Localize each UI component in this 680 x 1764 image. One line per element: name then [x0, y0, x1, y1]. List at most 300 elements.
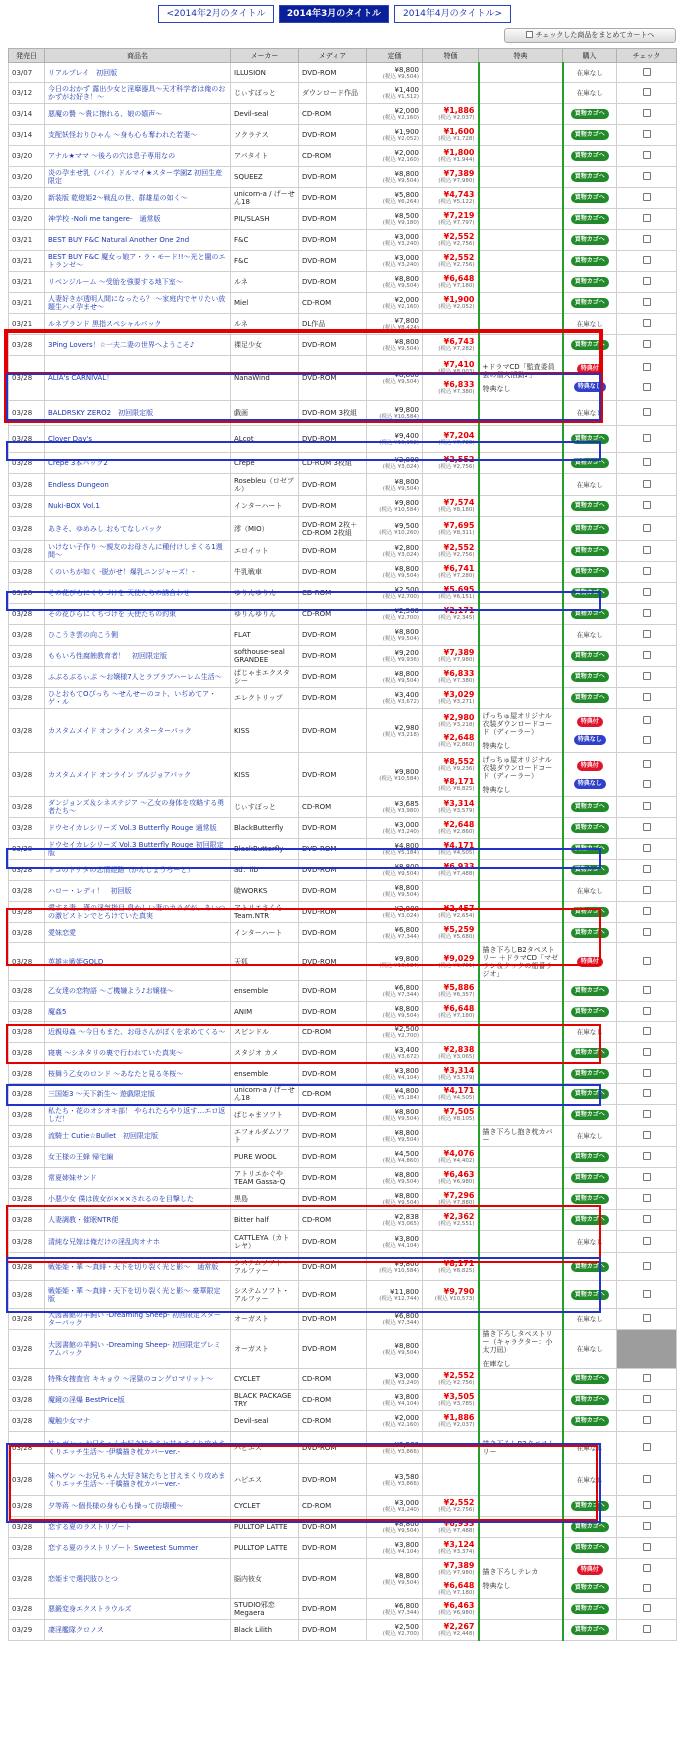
add-to-cart-button[interactable]: 買物カゴへ — [571, 928, 609, 938]
sale-price-tax: (税込 ¥6,357) — [438, 992, 475, 998]
media-type: CD-ROM — [299, 1496, 367, 1517]
select-checkbox[interactable] — [643, 1501, 651, 1509]
add-to-cart-button[interactable]: 買物カゴへ — [571, 1395, 609, 1405]
add-to-cart-button[interactable]: 買物カゴへ — [571, 546, 609, 556]
select-checkbox[interactable] — [643, 172, 651, 180]
next-month-link[interactable]: 2014年4月のタイトル> — [394, 5, 511, 23]
release-date: 03/28 — [9, 1390, 45, 1411]
table-row — [9, 230, 677, 251]
select-checkbox[interactable] — [643, 235, 651, 243]
select-checkbox[interactable] — [643, 277, 651, 285]
list-price: ¥3,400 — [394, 1046, 419, 1054]
product-title-link[interactable]: 常夏姉妹サンド — [45, 1168, 231, 1189]
media-type: DVD-ROM — [299, 923, 367, 943]
add-to-cart-button[interactable]: 買物カゴへ — [571, 1522, 609, 1532]
sale-price-cell — [423, 541, 479, 562]
product-title-link[interactable]: Endless Dungeon — [45, 474, 231, 496]
select-checkbox[interactable] — [643, 1194, 651, 1202]
bonus-cell — [479, 1210, 563, 1231]
select-checkbox[interactable] — [643, 1584, 651, 1592]
buy-cell — [563, 1168, 617, 1189]
add-to-cart-button[interactable]: 買物カゴへ — [571, 1007, 609, 1017]
add-to-cart-button[interactable]: 買物カゴへ — [571, 151, 609, 161]
select-checkbox[interactable] — [643, 760, 651, 768]
product-title-link[interactable]: 恋する夏のラストリゾート — [45, 1517, 231, 1538]
product-title-link[interactable]: ルネブランド 黒指スペシャルパック — [45, 314, 231, 335]
select-checkbox[interactable] — [643, 1314, 651, 1322]
current-month-tab[interactable]: 2014年3月のタイトル — [279, 5, 389, 23]
select-checkbox[interactable] — [643, 1625, 651, 1633]
select-checkbox[interactable] — [643, 1215, 651, 1223]
bonus-cell — [479, 1538, 563, 1559]
select-checkbox[interactable] — [643, 1048, 651, 1056]
product-title-link[interactable]: 今日のおかず 露出少女と淫靡器具～天才科学者は俺のおかずがお好き！～ — [45, 83, 231, 104]
product-title-link[interactable]: 魔触少女マナ — [45, 1411, 231, 1432]
product-title-link[interactable]: BEST BUY F&C 魔女っ娘ア・ラ・モード!!～光と闇のエトランゼ～ — [45, 251, 231, 272]
product-title-link[interactable]: 炎の孕ませ乳（パイ）ドルマイ★スター学園Z 初回生産限定 — [45, 167, 231, 188]
select-checkbox[interactable] — [643, 1522, 651, 1530]
select-checkbox[interactable] — [643, 363, 651, 371]
col-header-bonus: 特典 — [479, 49, 563, 63]
maker-name: BlackButterfly — [231, 818, 299, 839]
check-cell — [617, 1043, 677, 1064]
select-checkbox[interactable] — [643, 1475, 651, 1483]
list-price: ¥2,000 — [394, 1414, 419, 1422]
buy-cell — [563, 1538, 617, 1559]
no-bonus-button[interactable]: 特典なし — [574, 779, 606, 789]
add-to-cart-button[interactable]: 買物カゴへ — [571, 1625, 609, 1635]
select-checkbox[interactable] — [643, 408, 651, 416]
media-type: DVD-ROM — [299, 839, 367, 860]
add-to-cart-button[interactable]: 買物カゴへ — [571, 1583, 609, 1593]
add-to-cart-button[interactable]: 買物カゴへ — [571, 588, 609, 598]
add-to-cart-button[interactable]: 買物カゴへ — [571, 1152, 609, 1162]
select-checkbox[interactable] — [643, 1543, 651, 1551]
product-title-link[interactable]: 流騎士 Cutie☆Bullet 初回限定版 — [45, 1126, 231, 1147]
product-title-link[interactable]: ひこうき雲の向こう側 — [45, 625, 231, 646]
select-checkbox[interactable] — [643, 1443, 651, 1451]
select-checkbox[interactable] — [643, 1069, 651, 1077]
product-title-link[interactable]: アナル★ママ ～後ろの穴は息子専用なの — [45, 146, 231, 167]
buy-cell — [563, 1309, 617, 1330]
select-checkbox[interactable] — [643, 986, 651, 994]
add-to-cart-button[interactable]: 買物カゴへ — [571, 693, 609, 703]
product-title-link[interactable]: 悪魔の贄 ～貴に擦れる、娘の嬉声～ — [45, 104, 231, 125]
product-title-link[interactable]: BEST BUY F&C Natural Another One 2nd — [45, 230, 231, 251]
bonus-text: +ドラマCD「監査委員会の個人活動♪」 — [482, 363, 555, 379]
product-title-link[interactable]: カスタムメイド オンライン ブルジョアパック — [45, 753, 231, 797]
sale-price-tax: (税込 ¥8,003) — [438, 369, 475, 375]
add-to-cart-button[interactable]: 買物カゴへ — [571, 1416, 609, 1426]
product-title-link[interactable]: 近親母姦 ～今日もまた、お母さんがぼくを求めてくる～ — [45, 1022, 231, 1043]
product-title-link[interactable]: 魔姦5 — [45, 1002, 231, 1022]
buy-cell — [563, 1281, 617, 1309]
sale-price-cell — [423, 146, 479, 167]
select-checkbox[interactable] — [643, 672, 651, 680]
sale-price: ¥5,259 — [443, 924, 475, 934]
list-price-tax: (税込 ¥10,584) — [379, 775, 419, 782]
product-title-link[interactable]: ふぶるぶるぃぷ ～お嬢様7人とラブラブハーレム生活～ — [45, 667, 231, 688]
add-to-cart-button[interactable]: 買物カゴへ — [571, 1262, 609, 1272]
product-title-link[interactable]: Nuki-BOX Vol.1 — [45, 496, 231, 517]
product-title-link[interactable]: 英雄＊戦姫GOLD — [45, 943, 231, 981]
select-checkbox[interactable] — [643, 214, 651, 222]
bonus-included-button[interactable]: 特典付 — [577, 761, 603, 771]
add-to-cart-button[interactable]: 買物カゴへ — [571, 1194, 609, 1204]
bonus-cell — [479, 1126, 563, 1147]
select-checkbox[interactable] — [643, 340, 651, 348]
col-header-date: 発売日 — [9, 49, 45, 63]
product-title-link[interactable]: リベンジルーム ～受胎を強要する地下室～ — [45, 272, 231, 293]
media-type: CD-ROM — [299, 293, 367, 314]
buy-cell — [563, 335, 617, 356]
product-title-link[interactable]: あきそ、ゆめみし おもてなしパック — [45, 517, 231, 541]
product-title-link[interactable]: 桜舞う乙女のロンド ～あなたと見る冬桜～ — [45, 1064, 231, 1084]
product-title-link[interactable]: 戦姫姫・華 ～真緋・天下を切り裂く光と影～ 通常版 — [45, 1253, 231, 1281]
buy-cell — [563, 474, 617, 496]
buy-cell — [563, 1432, 617, 1464]
product-title-link[interactable]: 悪鍛変身エクストラウルズ — [45, 1599, 231, 1620]
add-to-cart-button[interactable]: 買物カゴへ — [571, 524, 609, 534]
product-title-link[interactable]: 人妻調教・催眠NTR便 — [45, 1210, 231, 1231]
check-cell — [617, 1281, 677, 1309]
media-type: DVD-ROM — [299, 1599, 367, 1620]
product-title-link[interactable]: 小悪少女 僕は彼女が×××されるのを目撃した — [45, 1189, 231, 1210]
buy-cell — [563, 1231, 617, 1253]
select-checkbox[interactable] — [643, 716, 651, 724]
product-title-link[interactable]: 戦姫姫・華 ～真緋・天下を切り裂く光と影～ 豪華限定版 — [45, 1281, 231, 1309]
select-checkbox[interactable] — [643, 588, 651, 596]
product-title-link[interactable]: その花びらにくちづけを 天使たちの誘合わせ — [45, 583, 231, 604]
buy-cell — [563, 902, 617, 923]
product-title-link[interactable]: 三国姫3 ～天下新生～ 遊戯限定版 — [45, 1084, 231, 1105]
select-checkbox[interactable] — [643, 736, 651, 744]
check-cell — [617, 753, 677, 797]
release-date: 03/28 — [9, 356, 45, 401]
product-title-link[interactable]: BALDRSKY ZERO2 初回限定版 — [45, 401, 231, 426]
select-checkbox[interactable] — [643, 298, 651, 306]
select-checkbox[interactable] — [643, 434, 651, 442]
select-checkbox[interactable] — [643, 1374, 651, 1382]
select-checkbox[interactable] — [643, 1027, 651, 1035]
maker-name: スタジオ カメ — [231, 1043, 299, 1064]
select-checkbox[interactable] — [643, 501, 651, 509]
add-to-cart-button[interactable]: 買物カゴへ — [571, 1089, 609, 1099]
product-title-link[interactable]: 大図書館の羊飼い -Dreaming Sheep- 初回限定プレミアムパック — [45, 1330, 231, 1369]
table-row — [9, 818, 677, 839]
select-checkbox[interactable] — [643, 1290, 651, 1298]
product-title-link[interactable]: ひとおもてOぴっち ～せんせーのコト、いぢめてア・ゲ・ル — [45, 688, 231, 709]
add-to-cart-button[interactable]: 買物カゴへ — [571, 1374, 609, 1384]
product-title-link[interactable]: 妹ヘヴン ～お兄ちゃん大好き妹たちと甘えまくり攻めまくりエッチ生活～ -伊橋描き枕カバーver.- — [45, 1432, 231, 1464]
add-to-cart-button[interactable]: 買物カゴへ — [571, 609, 609, 619]
select-checkbox[interactable] — [643, 693, 651, 701]
release-date: 03/21 — [9, 314, 45, 335]
check-cell — [617, 1464, 677, 1496]
buy-cell — [563, 1210, 617, 1231]
sale-price-cell — [423, 1168, 479, 1189]
select-checkbox[interactable] — [643, 256, 651, 264]
bonus-cell — [479, 1411, 563, 1432]
product-title-link[interactable]: その花びらにくちづけを 天使たちの約束 — [45, 604, 231, 625]
release-date: 03/28 — [9, 1517, 45, 1538]
select-checkbox[interactable] — [643, 546, 651, 554]
table-row — [9, 251, 677, 272]
check-cell — [617, 272, 677, 293]
select-checkbox[interactable] — [643, 1089, 651, 1097]
sale-price: ¥7,410 — [443, 360, 475, 369]
product-title-link[interactable]: 妹ヘヴン ～お兄ちゃん大好き妹たちと甘えまくり攻めまくりエッチ生活～ -千橋描き枕カバーver.- — [45, 1464, 231, 1496]
add-to-cart-button[interactable]: 買物カゴへ — [571, 235, 609, 245]
media-type: DVD-ROM — [299, 230, 367, 251]
buy-cell — [563, 818, 617, 839]
select-checkbox[interactable] — [643, 567, 651, 575]
product-title-link[interactable]: 3Ping Lovers！☆一夫二妻の世界へようこそ♪ — [45, 335, 231, 356]
select-checkbox[interactable] — [643, 802, 651, 810]
table-row — [9, 453, 677, 474]
product-title-link[interactable]: ハロー・レディ！ 初回版 — [45, 881, 231, 902]
sale-price-alt-tax: (税込 ¥2,860) — [438, 741, 475, 748]
add-to-cart-button[interactable]: 買物カゴへ — [571, 109, 609, 119]
select-checkbox[interactable] — [643, 1152, 651, 1160]
bonus-included-button[interactable]: 特典付 — [577, 364, 603, 374]
media-type: DL作品 — [299, 314, 367, 335]
bonus-cell — [479, 1168, 563, 1189]
product-title-link[interactable]: 恋姫まで選択肢ひとつ — [45, 1559, 231, 1599]
buy-cell — [563, 453, 617, 474]
list-price-tax: (税込 ¥9,504) — [382, 379, 419, 385]
select-checkbox[interactable] — [643, 823, 651, 831]
product-title-link[interactable]: 凄淫艦隊クロノス — [45, 1620, 231, 1641]
select-checkbox[interactable] — [643, 630, 651, 638]
add-to-cart-button[interactable]: 買物カゴへ — [571, 1501, 609, 1511]
bonus-cell — [479, 1599, 563, 1620]
product-title-link[interactable]: 夕等蒋 ～個長様の身も心も操って彷壊種～ — [45, 1496, 231, 1517]
sale-price: ¥7,505 — [443, 1107, 475, 1116]
product-title-link[interactable]: ドコのドナタの恋情経路（かんじょうろーと） — [45, 860, 231, 881]
select-checkbox[interactable] — [643, 907, 651, 915]
table-row — [9, 981, 677, 1002]
release-date: 03/28 — [9, 1231, 45, 1253]
select-checkbox[interactable] — [643, 609, 651, 617]
maker-name: ハピエス — [231, 1464, 299, 1496]
product-title-link[interactable]: Clover Day's — [45, 426, 231, 453]
list-price-tax: (税込 ¥2,700) — [382, 594, 419, 600]
sale-price-cell — [423, 923, 479, 943]
list-price-tax: (税込 ¥9,504) — [382, 1350, 419, 1356]
sale-price-tax: (税込 ¥6,980) — [438, 1610, 475, 1616]
sale-price-tax: (税込 ¥4,505) — [438, 1095, 475, 1101]
add-to-cart-button[interactable]: 買物カゴへ — [571, 1173, 609, 1183]
list-price-cell — [367, 1432, 423, 1464]
product-title-link[interactable]: 魔鏡の淫爆 BestPrice版 — [45, 1390, 231, 1411]
select-checkbox[interactable] — [643, 458, 651, 466]
add-to-cart-button[interactable]: 買物カゴへ — [571, 130, 609, 140]
out-of-stock-label: 在庫なし — [576, 1345, 603, 1353]
select-checkbox[interactable] — [643, 319, 651, 327]
no-bonus-button[interactable]: 特典なし — [574, 382, 606, 392]
product-title-link[interactable]: ダンジョンズ＆シネステジア ～乙女の身体を攻略する勇者たち～ — [45, 797, 231, 818]
add-to-cart-button[interactable]: 買物カゴへ — [571, 172, 609, 182]
select-checkbox[interactable] — [643, 1564, 651, 1572]
add-to-cart-button[interactable]: 買物カゴへ — [571, 1110, 609, 1120]
select-checkbox[interactable] — [643, 109, 651, 117]
add-to-cart-button[interactable]: 買物カゴへ — [571, 340, 609, 350]
sale-price-alt-tax: (税込 ¥8,825) — [438, 785, 475, 792]
select-checkbox[interactable] — [643, 1604, 651, 1612]
add-to-cart-button[interactable]: 買物カゴへ — [571, 844, 609, 854]
add-to-cart-button[interactable]: 買物カゴへ — [571, 1604, 609, 1614]
product-title-link[interactable]: 私たち・花のオシオキ部！ やられたらやり返す…エロ返しだ！ — [45, 1105, 231, 1126]
sale-price-cell — [423, 646, 479, 667]
add-to-cart-button[interactable]: 買物カゴへ — [571, 1290, 609, 1300]
product-title-link[interactable]: 清純な兄嫁は俺だけの淫乱肉オナホ — [45, 1231, 231, 1253]
product-title-link[interactable]: 恋する夏のラストリゾート Sweetest Summer — [45, 1538, 231, 1559]
list-price-cell — [367, 209, 423, 230]
release-date: 03/14 — [9, 104, 45, 125]
product-title-link[interactable]: 新装版 乾燈姫2～戦乱の世、群雄星の如く～ — [45, 188, 231, 209]
select-checkbox[interactable] — [643, 865, 651, 873]
select-checkbox[interactable] — [643, 1131, 651, 1139]
maker-name: ルネ — [231, 272, 299, 293]
select-checkbox[interactable] — [643, 780, 651, 788]
list-price-tax: (税込 ¥8,424) — [382, 325, 419, 331]
select-checkbox[interactable] — [643, 1237, 651, 1245]
media-type: DVD-ROM — [299, 646, 367, 667]
select-checkbox[interactable] — [643, 480, 651, 488]
no-bonus-button[interactable]: 特典なし — [574, 735, 606, 745]
list-price-tax: (税込 ¥9,504) — [382, 1200, 419, 1206]
add-to-cart-button[interactable]: 買物カゴへ — [571, 434, 609, 444]
select-checkbox[interactable] — [643, 88, 651, 96]
product-title-link[interactable]: ドウセイカレシリーズ Vol.3 Butterfly Rouge 初回限定版 — [45, 839, 231, 860]
product-title-link[interactable]: くのいちが如く -脱がせ！爆乳ニンジャーズ！- — [45, 562, 231, 583]
table-row — [9, 1147, 677, 1168]
add-to-cart-button[interactable]: 買物カゴへ — [571, 458, 609, 468]
add-to-cart-button[interactable]: 買物カゴへ — [571, 256, 609, 266]
product-title-link[interactable]: 特殊女捜査官 キキョウ ～淫獄のコングロマリット～ — [45, 1369, 231, 1390]
sale-price-tax: (税込 ¥8,105) — [438, 1116, 475, 1122]
select-checkbox[interactable] — [643, 193, 651, 201]
media-type: CD-ROM — [299, 1369, 367, 1390]
product-title-link[interactable]: いけない子作り ～親友のお母さんに種付けしまくる1週間～ — [45, 541, 231, 562]
media-type: DVD-ROM — [299, 1147, 367, 1168]
list-price-tax: (税込 ¥9,504) — [382, 73, 419, 80]
product-title-link[interactable]: 寝裏 ～シネタリの裏で行われていた真実～ — [45, 1043, 231, 1064]
product-title-link[interactable]: ALIA's CARNIVAL！ — [45, 356, 231, 401]
sale-price-tax: (税込 ¥7,282) — [438, 346, 475, 352]
add-to-cart-button[interactable]: 買物カゴへ — [571, 501, 609, 511]
select-checkbox[interactable] — [643, 1262, 651, 1270]
select-checkbox[interactable] — [643, 1395, 651, 1403]
release-date: 03/28 — [9, 1253, 45, 1281]
select-checkbox[interactable] — [643, 928, 651, 936]
add-to-cart-button[interactable]: 買物カゴへ — [571, 1215, 609, 1225]
add-to-cart-button[interactable]: 買物カゴへ — [571, 1543, 609, 1553]
maker-name: オーガスト — [231, 1330, 299, 1369]
select-checkbox[interactable] — [643, 1173, 651, 1181]
table-row — [9, 923, 677, 943]
add-checked-to-cart-button[interactable] — [504, 28, 676, 43]
buy-cell — [563, 1189, 617, 1210]
sale-price-tax: (税込 ¥1,944) — [438, 157, 475, 163]
add-to-cart-button[interactable]: 買物カゴへ — [571, 298, 609, 308]
sale-price-tax: (税込 ¥1,728) — [438, 136, 475, 142]
bonus-cell — [479, 667, 563, 688]
select-checkbox[interactable] — [643, 383, 651, 391]
select-checkbox[interactable] — [643, 957, 651, 965]
product-title-link[interactable]: 支配妖怪おりひゃん ～身も心も奪われた若妻～ — [45, 125, 231, 146]
bonus-included-button[interactable]: 特典付 — [577, 717, 603, 727]
add-to-cart-button[interactable]: 買物カゴへ — [571, 865, 609, 875]
table-row — [9, 1253, 677, 1281]
select-checkbox[interactable] — [643, 151, 651, 159]
add-to-cart-button[interactable]: 買物カゴへ — [571, 277, 609, 287]
add-to-cart-button[interactable]: 買物カゴへ — [571, 567, 609, 577]
add-to-cart-button[interactable]: 買物カゴへ — [571, 672, 609, 682]
buy-cell — [563, 667, 617, 688]
select-checkbox[interactable] — [643, 1110, 651, 1118]
add-to-cart-button[interactable]: 買物カゴへ — [571, 1048, 609, 1058]
sale-price: ¥6,741 — [443, 564, 475, 573]
add-to-cart-button[interactable]: 買物カゴへ — [571, 986, 609, 996]
release-date: 03/28 — [9, 1599, 45, 1620]
product-title-link[interactable]: 女王様の王蜂 帰宅編 — [45, 1147, 231, 1168]
product-title-link[interactable]: ドウセイカレシリーズ Vol.3 Butterfly Rouge 通常版 — [45, 818, 231, 839]
bonus-included-button[interactable]: 特典付 — [577, 957, 603, 967]
add-to-cart-button[interactable]: 買物カゴへ — [571, 802, 609, 812]
add-to-cart-button[interactable]: 買物カゴへ — [571, 193, 609, 203]
product-title-link[interactable]: 神学校 -Noli me tangere- 通常版 — [45, 209, 231, 230]
product-title-link[interactable]: リアルプレイ 初回版 — [45, 63, 231, 83]
product-title-link[interactable]: カスタムメイド オンライン スターターパック — [45, 709, 231, 753]
product-title-link[interactable]: ももいろ性腐蝕教育者！ 初回限定版 — [45, 646, 231, 667]
product-title-link[interactable]: Crepe 3本パック2 — [45, 453, 231, 474]
product-title-link[interactable]: 大図書館の羊飼い -Dreaming Sheep- 初回限定スターターパック — [45, 1309, 231, 1330]
select-checkbox[interactable] — [643, 68, 651, 76]
add-to-cart-button[interactable]: 買物カゴへ — [571, 214, 609, 224]
product-title-link[interactable]: 愛妹恋愛 — [45, 923, 231, 943]
add-to-cart-button[interactable]: 買物カゴへ — [571, 1069, 609, 1079]
bonus-included-button[interactable]: 特典付 — [577, 1565, 603, 1575]
product-title-link[interactable]: 愛する妻、漢の淫気指目 臭かしい妻のカラダが、あいつの激ピストンでとろけていた真実 — [45, 902, 231, 923]
bonus-text: 描き下ろしB2タペストリー — [482, 1439, 555, 1456]
bonus-cell — [479, 1309, 563, 1330]
sale-price-cell — [423, 753, 479, 797]
add-to-cart-button[interactable]: 買物カゴへ — [571, 651, 609, 661]
select-checkbox[interactable] — [643, 844, 651, 852]
table-row — [9, 63, 677, 83]
select-checkbox[interactable] — [643, 1416, 651, 1424]
select-checkbox[interactable] — [643, 886, 651, 894]
list-price-tax: (税込 ¥9,504) — [382, 636, 419, 642]
media-type: DVD-ROM — [299, 1002, 367, 1022]
add-to-cart-button[interactable]: 買物カゴへ — [571, 907, 609, 917]
select-checkbox[interactable] — [643, 651, 651, 659]
sale-price: ¥2,362 — [443, 1212, 475, 1221]
product-title-link[interactable]: 人妻好きが透明人間になったら？ ～家庭内でヤリたい放題生ハメ孕ませ～ — [45, 293, 231, 314]
select-checkbox[interactable] — [643, 130, 651, 138]
add-to-cart-button[interactable]: 買物カゴへ — [571, 823, 609, 833]
bonus-cell — [479, 625, 563, 646]
select-checkbox[interactable] — [643, 1007, 651, 1015]
bonus-cell — [479, 943, 563, 981]
product-title-link[interactable]: 乙女達の恋物語 ～ご機嫌よう♪お嬢様～ — [45, 981, 231, 1002]
prev-month-link[interactable]: <2014年2月のタイトル — [158, 5, 274, 23]
list-price-cell — [367, 1022, 423, 1043]
list-price: ¥2,980 — [394, 723, 419, 732]
select-checkbox[interactable] — [643, 524, 651, 532]
